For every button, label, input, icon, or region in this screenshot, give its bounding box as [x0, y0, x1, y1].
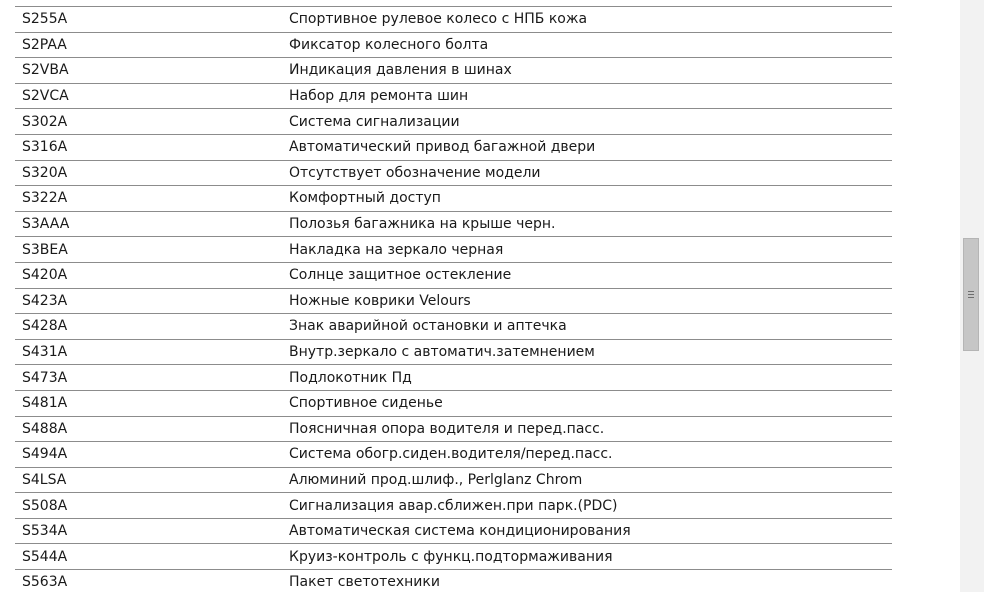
option-code-cell: S423A — [22, 292, 68, 309]
option-description-cell: Автоматическая система кондиционирования — [289, 523, 631, 540]
option-description-cell: Система обогр.сиден.водителя/перед.пасс. — [289, 446, 613, 463]
options-table — [15, 6, 892, 592]
option-code-cell: S481A — [22, 395, 68, 412]
table-row[interactable] — [15, 134, 892, 160]
option-code-cell: S2PAA — [22, 36, 67, 53]
option-code-cell: S473A — [22, 369, 68, 386]
option-code-cell: S3AAA — [22, 216, 70, 233]
option-description-cell: Набор для ремонта шин — [289, 88, 469, 105]
option-description-cell: Полозья багажника на крыше черн. — [289, 216, 556, 233]
option-code-cell: S322A — [22, 190, 68, 207]
option-description-cell: Внутр.зеркало с автоматич.затемнением — [289, 344, 595, 361]
table-row[interactable] — [15, 390, 892, 416]
option-code-cell: S255A — [22, 11, 68, 28]
option-description-cell: Ножные коврики Velours — [289, 292, 471, 309]
table-row[interactable] — [15, 58, 892, 84]
option-description-cell: Индикация давления в шинах — [289, 62, 512, 79]
table-row[interactable] — [15, 416, 892, 442]
option-description-cell: Подлокотник Пд — [289, 369, 412, 386]
table-row[interactable] — [15, 570, 892, 592]
table-row[interactable] — [15, 493, 892, 519]
option-description-cell: Система сигнализации — [289, 113, 460, 130]
table-row[interactable] — [15, 467, 892, 493]
table-row[interactable] — [15, 288, 892, 314]
table-row[interactable] — [15, 83, 892, 109]
option-code-cell: S563A — [22, 574, 68, 591]
option-description-cell: Сигнализация авар.сближен.при парк.(PDC) — [289, 497, 618, 514]
option-description-cell: Автоматический привод багажной двери — [289, 139, 596, 156]
option-code-cell: S302A — [22, 113, 68, 130]
option-code-cell: S508A — [22, 497, 68, 514]
table-row[interactable] — [15, 544, 892, 570]
option-description-cell: Знак аварийной остановки и аптечка — [289, 318, 567, 335]
option-description-cell: Пакет светотехники — [289, 574, 440, 591]
option-code-cell: S320A — [22, 164, 68, 181]
table-row[interactable] — [15, 186, 892, 212]
table-row[interactable] — [15, 7, 892, 33]
option-code-cell: S431A — [22, 344, 68, 361]
option-description-cell: Комфортный доступ — [289, 190, 441, 207]
option-code-cell: S488A — [22, 420, 68, 437]
options-table-body — [15, 7, 892, 592]
option-code-cell: S4LSA — [22, 471, 67, 488]
scrollbar-thumb[interactable] — [963, 238, 979, 351]
option-code-cell: S420A — [22, 267, 68, 284]
option-description-cell: Солнце защитное остекление — [289, 267, 512, 284]
option-code-cell: S2VCA — [22, 88, 69, 105]
grip-lines-icon — [968, 291, 974, 298]
option-description-cell: Спортивное рулевое колесо с НПБ кожа — [289, 11, 588, 28]
option-description-cell: Круиз-контроль с функц.подтормаживания — [289, 548, 613, 565]
option-description-cell: Накладка на зеркало черная — [289, 241, 504, 258]
option-code-cell: S316A — [22, 139, 68, 156]
table-row[interactable] — [15, 109, 892, 135]
option-description-cell: Отсутствует обозначение модели — [289, 164, 541, 181]
table-row[interactable] — [15, 32, 892, 58]
table-row[interactable] — [15, 211, 892, 237]
option-description-cell: Фиксатор колесного болта — [289, 36, 489, 53]
option-code-cell: S544A — [22, 548, 68, 565]
vertical-scrollbar[interactable] — [960, 0, 984, 592]
table-row[interactable] — [15, 365, 892, 391]
table-row[interactable] — [15, 442, 892, 468]
option-code-cell: S494A — [22, 446, 68, 463]
table-row[interactable] — [15, 314, 892, 340]
option-code-cell: S2VBA — [22, 62, 69, 79]
table-row[interactable] — [15, 339, 892, 365]
option-description-cell: Спортивное сиденье — [289, 395, 443, 412]
table-row[interactable] — [15, 518, 892, 544]
option-code-cell: S534A — [22, 523, 68, 540]
option-description-cell: Поясничная опора водителя и перед.пасс. — [289, 420, 605, 437]
table-row[interactable] — [15, 237, 892, 263]
option-description-cell: Алюминий прод.шлиф., Perlglanz Chrom — [289, 471, 583, 488]
option-code-cell: S428A — [22, 318, 68, 335]
table-row[interactable] — [15, 262, 892, 288]
option-code-cell: S3BEA — [22, 241, 68, 258]
table-row[interactable] — [15, 160, 892, 186]
